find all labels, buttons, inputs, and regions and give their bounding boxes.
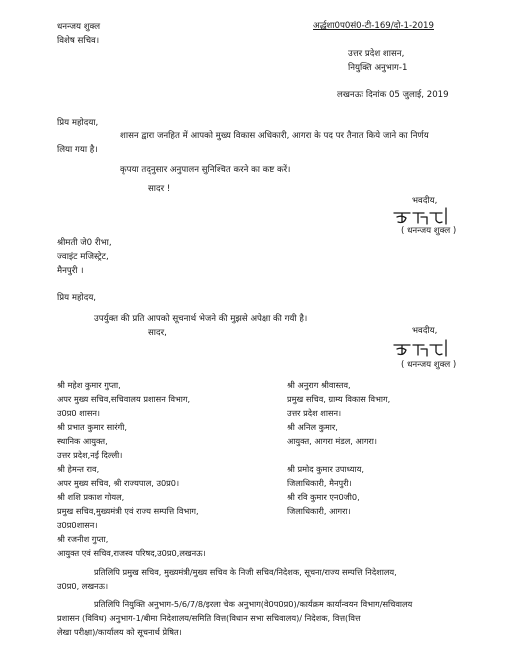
salutation-1: प्रिय महोदया, <box>57 118 99 128</box>
department-line-2: नियुक्ति अनुभाग-1 <box>348 63 408 73</box>
forwarding-body: उपर्युक्त की प्रति आपको सूचनार्थ भेजने की मुझसे अपेक्षा की गयी है। <box>94 314 308 324</box>
copy-left-item: प्रमुख सचिव,मुख्यमंत्री एवं राज्य सम्पत्ति विभाग, <box>57 506 199 516</box>
copy-right-item: श्री रवि कुमार एन0जी0, <box>287 492 360 502</box>
department-line-1: उत्तर प्रदेश शासन, <box>348 49 405 59</box>
copy-right-item: जिलाधिकारी, आगरा। <box>287 506 351 516</box>
footer-copy-1-line-2: उ0प्र0, लखनऊ। <box>57 581 109 591</box>
copy-left-item: आयुक्त एवं सचिव,राजस्व परिषद,उ0प्र0,लखनऊ। <box>57 548 206 558</box>
footer-copy-2-line-1: प्रतिलिपि नियुक्ति अनुभाग-5/6/7/8/इरला चेक अनुभाग(वे0प0प्र0)/कार्यक्रम कार्यान्वयन विभाग/सचिवालय <box>94 599 413 609</box>
copy-right-item: श्री प्रमोद कुमार उपाध्याय, <box>287 464 364 474</box>
signatory-2: ( धनन्जय शुक्ल ) <box>401 360 457 370</box>
regards-1: सादर ! <box>148 184 171 194</box>
copy-left-item: अपर मुख्य सचिव, श्री राज्यपाल, उ0प्र0। <box>57 478 180 488</box>
copy-right-item: आयुक्त, आगरा मंडल, आगरा। <box>287 436 378 446</box>
copy-left-item: श्री शशि प्रकाश गोयल, <box>57 492 125 502</box>
copy-right-item: उत्तर प्रदेश शासन। <box>287 408 342 418</box>
recipient-name: श्रीमती जे0 रीभा, <box>57 238 112 248</box>
reference-number: अर्द्धशा0प0सं0-टी-169/दो-1-2019 <box>313 21 434 31</box>
signatory-1: ( धनन्जय शुक्ल ) <box>401 226 457 236</box>
closing-2: भवदीय, <box>412 326 438 336</box>
copy-left-item: अपर मुख्य सचिव,सचिवालय प्रशासन विभाग, <box>57 394 191 404</box>
copy-right-item: प्रमुख सचिव, ग्राम्य विकास विभाग, <box>287 394 391 404</box>
recipient-designation: ज्वाइंट मजिस्ट्रेट, <box>57 252 109 262</box>
closing-1: भवदीय, <box>412 196 438 206</box>
signature-1 <box>380 204 460 228</box>
body-line-2: लिया गया है। <box>57 145 98 155</box>
copy-right-item: जिलाधिकारी, मैनपुरी। <box>287 478 352 488</box>
request-line: कृपया तद्नुसार अनुपालन सुनिश्चित करने का कष्ट करें। <box>120 165 291 175</box>
copy-right-item: श्री अनुराग श्रीवास्तव, <box>287 380 351 390</box>
copy-left-item: श्री रजनीश गुप्ता, <box>57 534 109 544</box>
signature-2 <box>380 336 460 360</box>
copy-left-item: उ0प्र0 शासन। <box>57 408 101 418</box>
sender-name: धनन्जय शुक्ल <box>57 22 101 32</box>
footer-copy-2-line-2: प्रशासन (विविध) अनुभाग-1/बीमा निदेशालय/समिति वित्त(विधान सभा सचिवालय)/ निदेशक, वित्त(वित्त <box>57 613 361 623</box>
copy-left-item: श्री प्रभात कुमार सारंगी, <box>57 422 127 432</box>
copy-left-item: श्री हेमन्त राव, <box>57 464 100 474</box>
salutation-2: प्रिय महोदय, <box>57 293 97 303</box>
regards-2: सादर, <box>148 328 167 338</box>
footer-copy-2-line-3: लेखा परीक्षा)/कार्यालय को सूचनार्थ प्रेषित। <box>57 627 182 637</box>
recipient-place: मैनपुरी । <box>57 266 84 276</box>
footer-copy-1-line-1: प्रतिलिपि प्रमुख सचिव, मुख्यमंत्री/मुख्य सचिव के निजी सचिव/निदेशक, सूचना/राज्य सम्पत्ति निदेशालय, <box>94 567 397 577</box>
copy-left-item: श्री महेश कुमार गुप्ता, <box>57 380 121 390</box>
sender-title: विशेष सचिव। <box>57 36 100 46</box>
copy-left-item: स्थानिक आयुक्त, <box>57 436 108 446</box>
letter-date: लखनऊः दिनांक 05 जुलाई, 2019 <box>337 90 449 100</box>
copy-left-item: उत्तर प्रदेश,नई दिल्ली। <box>57 450 123 460</box>
copy-left-item: उ0प्र0शासन। <box>57 520 98 530</box>
copy-right-item: श्री अनिल कुमार, <box>287 422 338 432</box>
body-line-1: शासन द्वारा जनहित में आपको मुख्य विकास अधिकारी, आगरा के पद पर तैनात किये जाने का निर्णय <box>120 131 429 141</box>
